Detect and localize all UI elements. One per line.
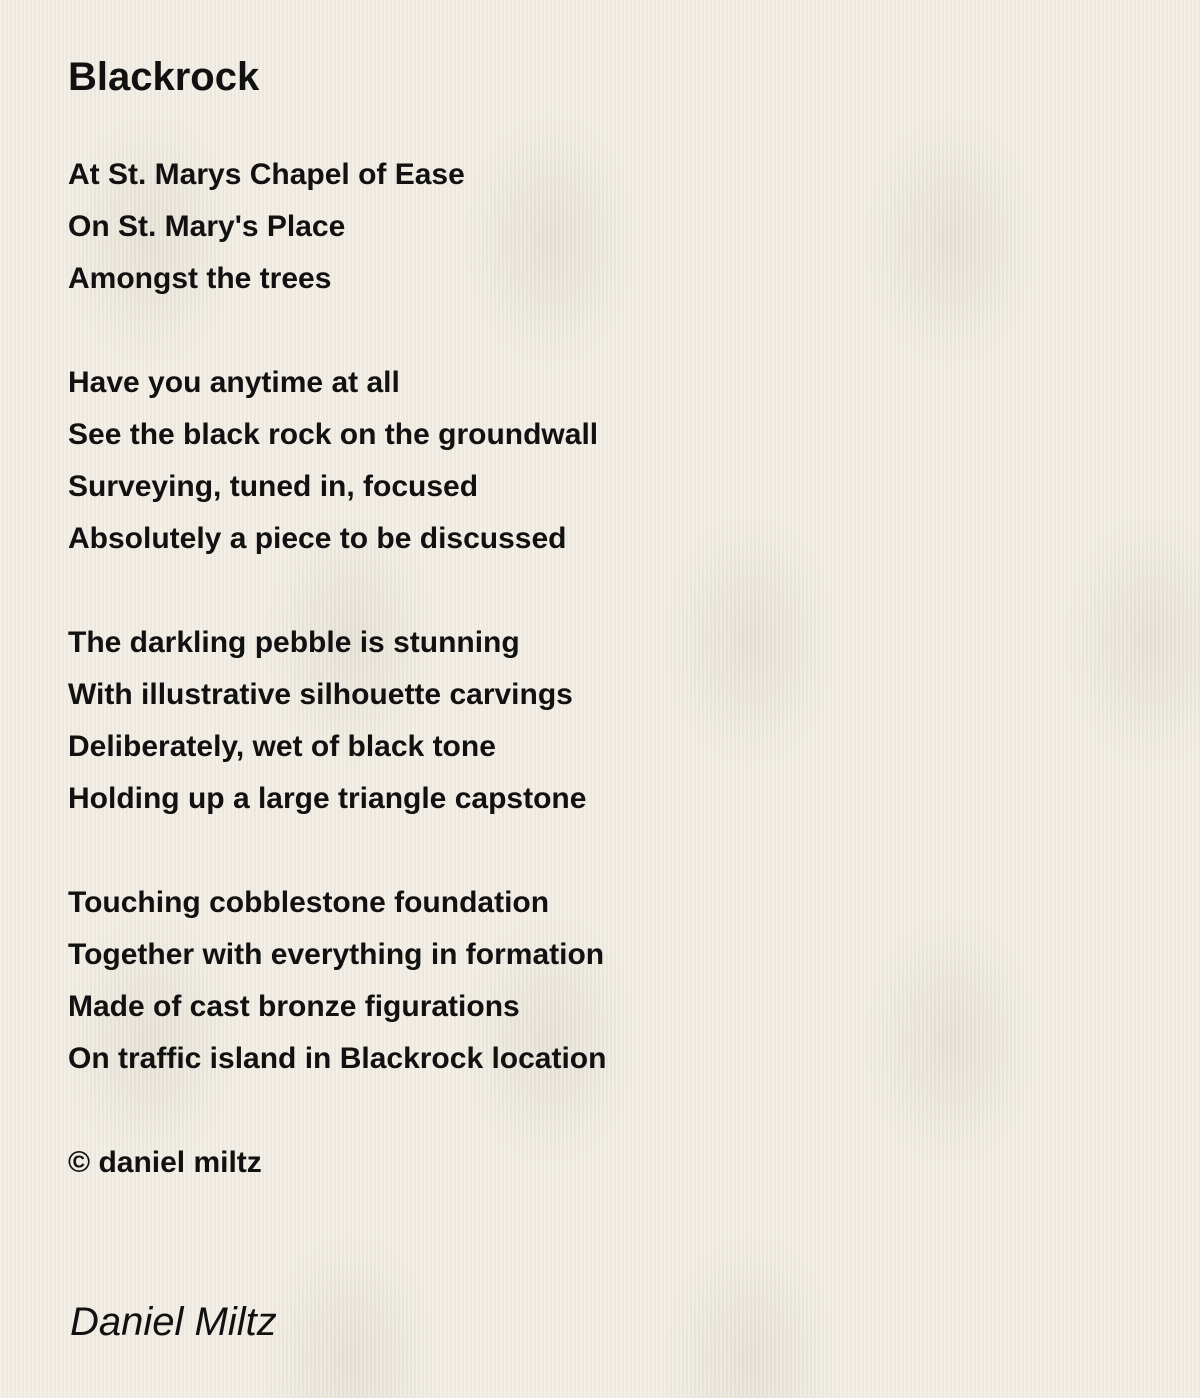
copyright-notice: © daniel miltz <box>68 1146 262 1179</box>
poem-body <box>68 149 1168 1189</box>
poem-line: At St. Marys Chapel of Ease <box>68 158 465 191</box>
poem-line: Together with everything in formation <box>68 938 605 971</box>
poem-line: Deliberately, wet of black tone <box>68 730 496 763</box>
poem-title: Blackrock <box>68 55 260 99</box>
stanza-4 <box>68 877 1168 1085</box>
author-name: Daniel Miltz <box>70 1300 277 1344</box>
stanza-1 <box>68 149 1168 305</box>
poem-line: Made of cast bronze figurations <box>68 990 520 1023</box>
poem-line: See the black rock on the groundwall <box>68 418 599 451</box>
poem-line: Amongst the trees <box>68 262 332 295</box>
poem-line: Surveying, tuned in, focused <box>68 470 479 503</box>
poem-line: Absolutely a piece to be discussed <box>68 522 567 555</box>
poem-line: Touching cobblestone foundation <box>68 886 550 919</box>
poem-line: With illustrative silhouette carvings <box>68 678 573 711</box>
stanza-2 <box>68 357 1168 565</box>
poem-line: The darkling pebble is stunning <box>68 626 520 659</box>
stanza-3 <box>68 617 1168 825</box>
poem-line: Holding up a large triangle capstone <box>68 782 587 815</box>
poem-line: Have you anytime at all <box>68 366 400 399</box>
poem-line: On St. Mary's Place <box>68 210 346 243</box>
poem-line: On traffic island in Blackrock location <box>68 1042 607 1075</box>
